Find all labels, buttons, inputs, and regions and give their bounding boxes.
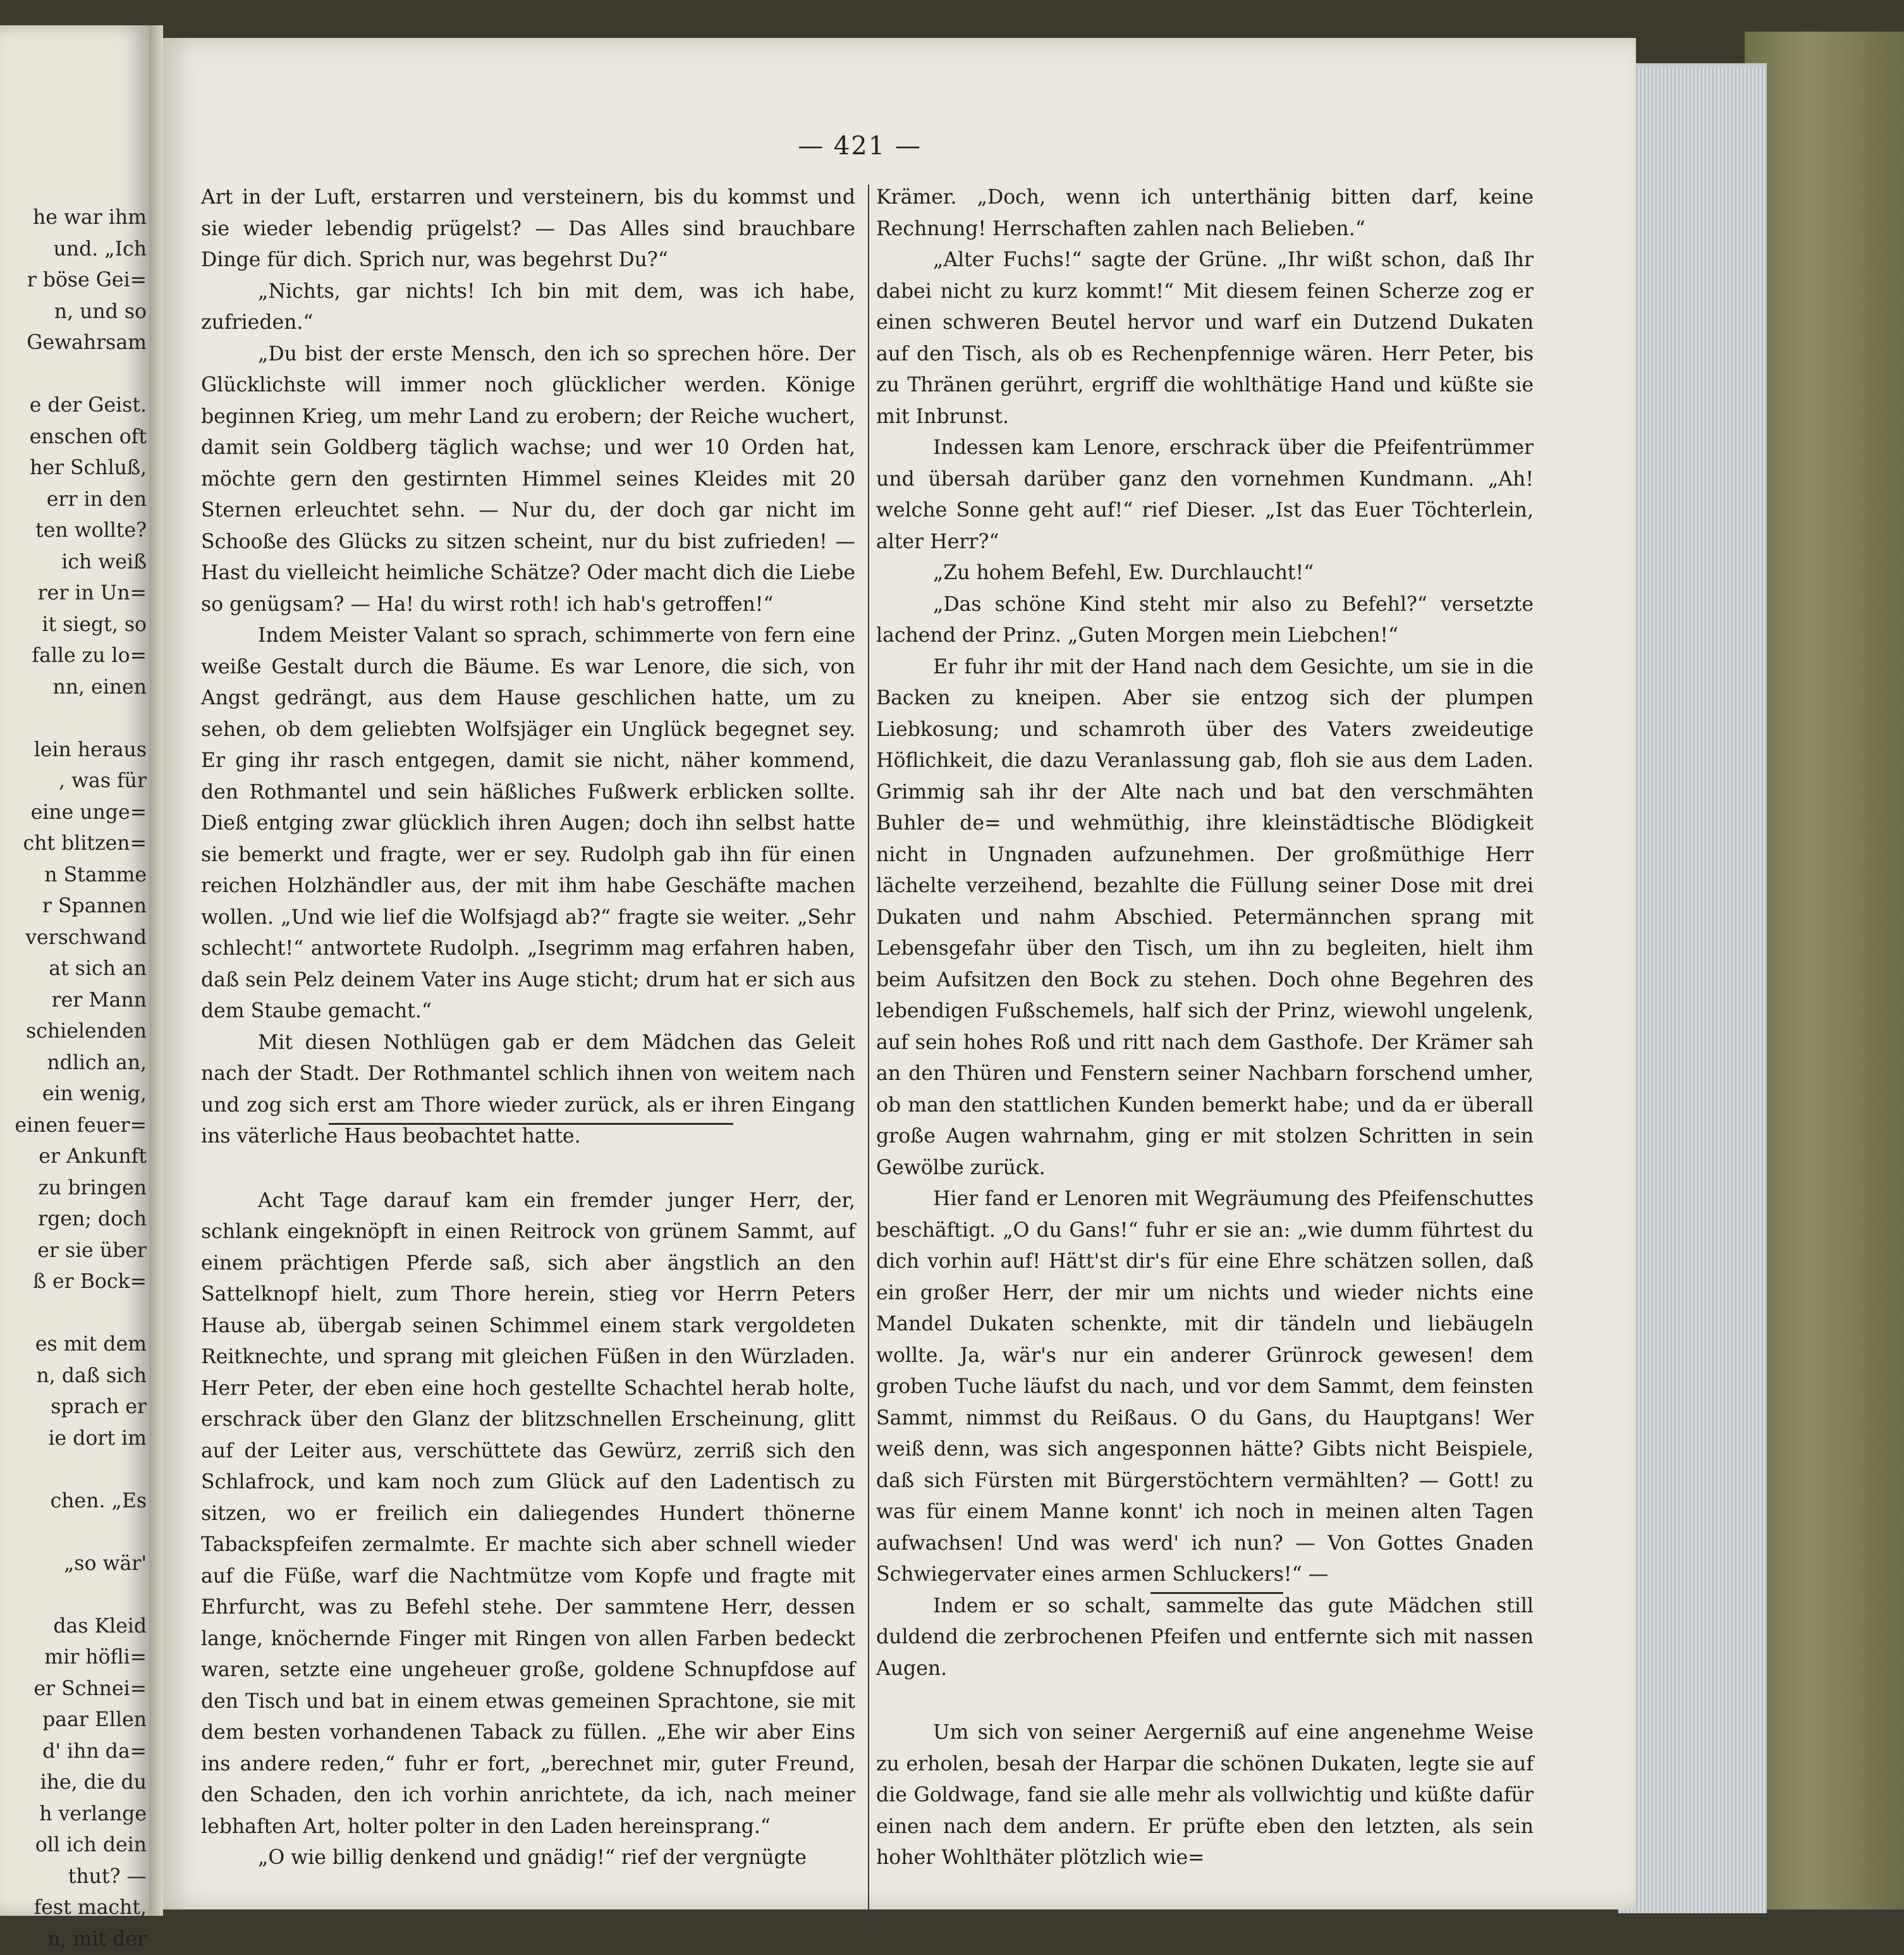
left-page-line: ndlich an, — [0, 1048, 147, 1079]
paragraph: Mit diesen Nothlügen gab er dem Mädchen das Geleit nach der Stadt. Der Rothmantel schlich ihnen von weitem nach und zog sich erst am Thore wieder zurück, als er ihren Eingang ins väterliche Haus beobachtet hatte. — [201, 1027, 855, 1153]
left-page-line: ß er Bock= — [0, 1266, 147, 1298]
section-gap — [876, 1684, 1534, 1717]
paragraph: Indem Meister Valant so sprach, schimmerte von fern eine weiße Gestalt durch die Bäume. Es war Lenore, die sich, von Angst gedrängt, aus dem Hause geschlichen hatte, um zu sehen, ob dem geliebten Wolfsjäger ein Unglück begegnet sey. Er ging ihr rasch entgegen, damit sie nicht, näher kommend, den Rothmantel und sein häßliches Fußwerk erblicken sollte. Dieß entging zwar glücklich ihren Augen; doch ihn selbst hatte sie bemerkt und fragte, wer er sey. Rudolph gab ihn für einen reichen Holzhändler aus, der mit ihm habe Geschäfte machen wollen. „Und wie lief die Wolfsjagd ab?“ fragte sie weiter. „Sehr schlecht!“ antwortete Rudolph. „Isegrimm mag erfahren haben, daß sein Pelz deinem Vater ins Auge sticht; drum hat er sich aus dem Staube gemacht.“ — [201, 620, 855, 1027]
left-page-line: r Spannen — [0, 891, 147, 922]
paragraph: Er fuhr ihr mit der Hand nach dem Gesichte, um sie in die Backen zu kneipen. Aber sie entzog sich der plumpen Liebkosung; und schamroth über des Vaters zweideutige Höflichkeit, die dazu Veranlassung gab, floh sie aus dem Laden. Grimmig sah ihr der Alte nach und bat den verschmähten Buhler de= und wehmüthig, ihre kleinstädtische Blödigkeit nicht in Ungnaden aufzunehmen. Der großmüthige Herr lächelte verzeihend, bezahlte die Füllung seiner Dose mit drei Dukaten und nahm Abschied. Petermännchen sprang mit Lebensgefahr über den Tisch, um ihn zu begleiten, hielt ihm beim Aufsitzen den Bock zu stehen. Doch ohne Begehren des lebendigen Fußschemels, half sich der Prinz, wiewohl ungelenk, auf sein hohes Roß und ritt nach dem Gasthofe. Der Krämer sah an den Thüren und Fenstern seiner Nachbarn forschend umher, ob man den stattlichen Kunden bemerkt habe; und da er überall große Augen wahrnahm, ging er mit stolzen Schritten in sein Gewölbe zurück. — [876, 652, 1534, 1184]
left-page-line: e der Geist. — [0, 390, 147, 422]
page-number: — 421 — — [784, 132, 936, 161]
section-separator — [329, 1123, 733, 1125]
left-page-line: das Kleid — [0, 1611, 147, 1643]
left-page-line: verschwand — [0, 922, 147, 954]
left-page-line: schielenden — [0, 1016, 147, 1048]
left-page-line: rer Mann — [0, 985, 147, 1017]
paragraph: Indem er so schalt, sammelte das gute Mädchen still duldend die zerbrochenen Pfeifen und entfernte sich mit nassen Augen. — [876, 1591, 1534, 1685]
left-page-line: sprach er — [0, 1392, 147, 1423]
left-page-line: rgen; doch — [0, 1204, 147, 1235]
left-page-line: falle zu lo= — [0, 640, 147, 672]
left-page-line: chen. „Es — [0, 1486, 147, 1517]
left-page-line: er sie über — [0, 1235, 147, 1267]
left-page-line: einen feuer= — [0, 1110, 147, 1142]
left-page-line: und. „Ich — [0, 234, 147, 266]
left-page — [0, 25, 149, 1916]
book-cover — [1745, 32, 1904, 1909]
left-page-line: oll ich dein — [0, 1830, 147, 1861]
paragraph: „Alter Fuchs!“ sagte der Grüne. „Ihr wißt schon, daß Ihr dabei nicht zu kurz kommt!“ Mit diesem feinen Scherze zog er einen schweren Beutel hervor und warf ein Dutzend Dukaten auf den Tisch, als ob es Rechenpfennige wären. Herr Peter, bis zu Thränen gerührt, ergriff die wohlthätige Hand und küßte sie mit Inbrunst. — [876, 245, 1534, 432]
left-page-line: at sich an — [0, 953, 147, 985]
left-page-line: d' ihn da= — [0, 1736, 147, 1768]
left-page-line: mir höfli= — [0, 1642, 147, 1674]
section-gap — [201, 1153, 855, 1186]
left-page-line: „so wär' — [0, 1548, 147, 1580]
page-edges — [1618, 63, 1767, 1913]
left-page-line: Gewahrsam — [0, 328, 147, 359]
paragraph: „Das schöne Kind steht mir also zu Befehl?“ versetzte lachend der Prinz. „Guten Morgen mein Liebchen!“ — [876, 589, 1534, 652]
paragraph: „Zu hohem Befehl, Ew. Durchlaucht!“ — [876, 558, 1534, 589]
left-page-line — [0, 1517, 147, 1548]
left-page-line: he war ihm — [0, 202, 147, 234]
left-page-line: paar Ellen — [0, 1705, 147, 1736]
left-page-line: n, daß sich — [0, 1361, 147, 1392]
left-page-line: eine unge= — [0, 797, 147, 829]
left-page-line: ten wollte? — [0, 515, 147, 547]
left-page-line: rer in Un= — [0, 578, 147, 610]
left-page-line: thut? — — [0, 1861, 147, 1893]
left-page-line: ein wenig, — [0, 1079, 147, 1110]
left-page-line — [0, 1454, 147, 1486]
text-column-left — [201, 182, 855, 1874]
left-page-line: n Stamme — [0, 860, 147, 892]
left-page-text — [0, 202, 147, 1955]
left-page-line: r böse Gei= — [0, 265, 147, 297]
paragraph: „Nichts, gar nichts! Ich bin mit dem, was ich habe, zufrieden.“ — [201, 276, 855, 339]
paragraph: „O wie billig denkend und gnädig!“ rief der vergnügte — [201, 1842, 855, 1874]
book-gutter — [149, 25, 163, 1916]
left-page-line: cht blitzen= — [0, 828, 147, 860]
left-page-line: ie dort im — [0, 1423, 147, 1455]
paragraph: Hier fand er Lenoren mit Wegräumung des Pfeifenschuttes beschäftigt. „O du Gans!“ fuhr er sie an: „wie dumm führtest du dich vorhin auf! Hätt'st dir's für eine Ehre schätzen sollen, daß ein großer Herr, der mir um nichts und wieder nichts eine Mandel Dukaten schenkte, mit dir tändeln und liebäugeln wollte. Ja, wär's nur ein anderer Grünrock gewesen! dem groben Tuche läufst du nach, und vor dem Sammt, dem feinsten Sammt, nimmst du Reißaus. O du Gans, du Hauptgans! Wer weiß denn, was sich angesponnen hätte? Gibts nicht Beispiele, daß sich Fürsten mit Bürgerstöchtern vermählten? — Gott! zu was für einem Manne konnt' ich noch in meinen alten Tagen aufwachsen! Und was werd' ich nun? — Von Gottes Gnaden Schwiegervater eines armen Schluckers!“ — — [876, 1184, 1534, 1591]
left-page-line — [0, 359, 147, 391]
left-page-line: lein heraus — [0, 735, 147, 766]
section-separator — [1150, 1592, 1283, 1594]
paragraph: Krämer. „Doch, wenn ich unterthänig bitten darf, keine Rechnung! Herrschaften zahlen nach Belieben.“ — [876, 182, 1534, 245]
paragraph: Indessen kam Lenore, erschrack über die Pfeifentrümmer und übersah darüber ganz den vornehmen Kundmann. „Ah! welche Sonne geht auf!“ rief Dieser. „Ist das Euer Töchterlein, alter Herr?“ — [876, 432, 1534, 558]
paragraph: Um sich von seiner Aergerniß auf eine angenehme Weise zu erholen, besah der Harpar die schönen Dukaten, legte sie auf die Goldwage, fand sie alle mehr als vollwichtig und küßte dafür einen nach dem andern. Er prüfte eben den letzten, als sein hoher Wohlthäter plötzlich wie= — [876, 1717, 1534, 1874]
left-page-line: ich weiß — [0, 547, 147, 579]
paragraph: Art in der Luft, erstarren und versteinern, bis du kommst und sie wieder lebendig prügelst? — Das Alles sind brauchbare Dinge für dich. Sprich nur, was begehrst Du?“ — [201, 182, 855, 276]
column-divider — [868, 185, 869, 1923]
left-page-line: er Schnei= — [0, 1674, 147, 1705]
left-page-line: er Ankunft — [0, 1141, 147, 1173]
left-page-line: nn, einen — [0, 672, 147, 704]
paragraph: Acht Tage darauf kam ein fremder junger Herr, der, schlank eingeknöpft in einen Reitrock von grünem Sammt, auf einem prächtigen Pferde saß, sich aber ängstlich an den Sattelknopf hielt, zum Thore herein, stieg vor Herrn Peters Hause ab, übergab seinen Schimmel einem stark vergoldeten Reitknechte, und sprang mit gleichen Füßen in den Würzladen. Herr Peter, der eben eine hoch gestellte Schachtel herab holte, erschrack über den Glanz der blitzschnellen Erscheinung, glitt auf der Leiter aus, verschüttete das Gewürz, zerriß sich den Schlafrock, und kam noch zum Glück auf den Ladentisch zu sitzen, wo er freilich ein daliegendes Hundert thönerne Tabackspfeifen zermalmte. Er machte sich aber schnell wieder auf die Füße, warf die Nachtmütze vom Kopfe und fragte mit Ehrfurcht, was zu Befehl stehe. Der sammtene Herr, dessen lange, knöchernde Finger mit Ringen von allen Farben bedeckt waren, setzte eine ungeheuer große, goldene Schnupfdose auf den Tisch und bat in einem etwas gemeinen Sprachtone, sie mit dem besten vorhandenen Taback zu füllen. „Ehe wir aber Eins ins andere reden,“ fuhr er fort, „berechnet mir, guter Freund, den Schaden, den ich vorhin anrichtete, da ich, nach meiner lebhaften Art, holter polter in den Laden hereinsprang.“ — [201, 1186, 855, 1843]
left-page-line: n, mit der — [0, 1924, 147, 1955]
left-page-line: her Schluß, — [0, 453, 147, 484]
left-page-line — [0, 1579, 147, 1611]
text-column-right — [876, 182, 1534, 1874]
left-page-line — [0, 703, 147, 735]
left-page-line: enschen oft — [0, 422, 147, 453]
left-page-line: ihe, die du — [0, 1767, 147, 1799]
paragraph: „Du bist der erste Mensch, den ich so sprechen höre. Der Glücklichste will immer noch glücklicher werden. Könige beginnen Krieg, um mehr Land zu erobern; der Reiche wuchert, damit sein Goldberg täglich wachse; und wer 10 Orden hat, möchte gern den gestirnten Himmel seines Kleides mit 20 Sternen erleuchtet sehn. — Nur du, der doch gar nicht im Schooße des Glücks zu sitzen scheint, nur du bist zufrieden! — Hast du vielleicht heimliche Schätze? Oder macht dich die Liebe so genügsam? — Ha! du wirst roth! ich hab's getroffen!“ — [201, 339, 855, 621]
left-page-line: err in den — [0, 484, 147, 516]
left-page-line: n, und so — [0, 297, 147, 328]
left-page-line: zu bringen — [0, 1173, 147, 1204]
left-page-line: , was für — [0, 766, 147, 797]
left-page-line: fest macht, — [0, 1892, 147, 1924]
left-page-line: es mit dem — [0, 1329, 147, 1361]
left-page-line — [0, 1298, 147, 1330]
left-page-line: h verlange — [0, 1799, 147, 1830]
left-page-line: it siegt, so — [0, 610, 147, 641]
